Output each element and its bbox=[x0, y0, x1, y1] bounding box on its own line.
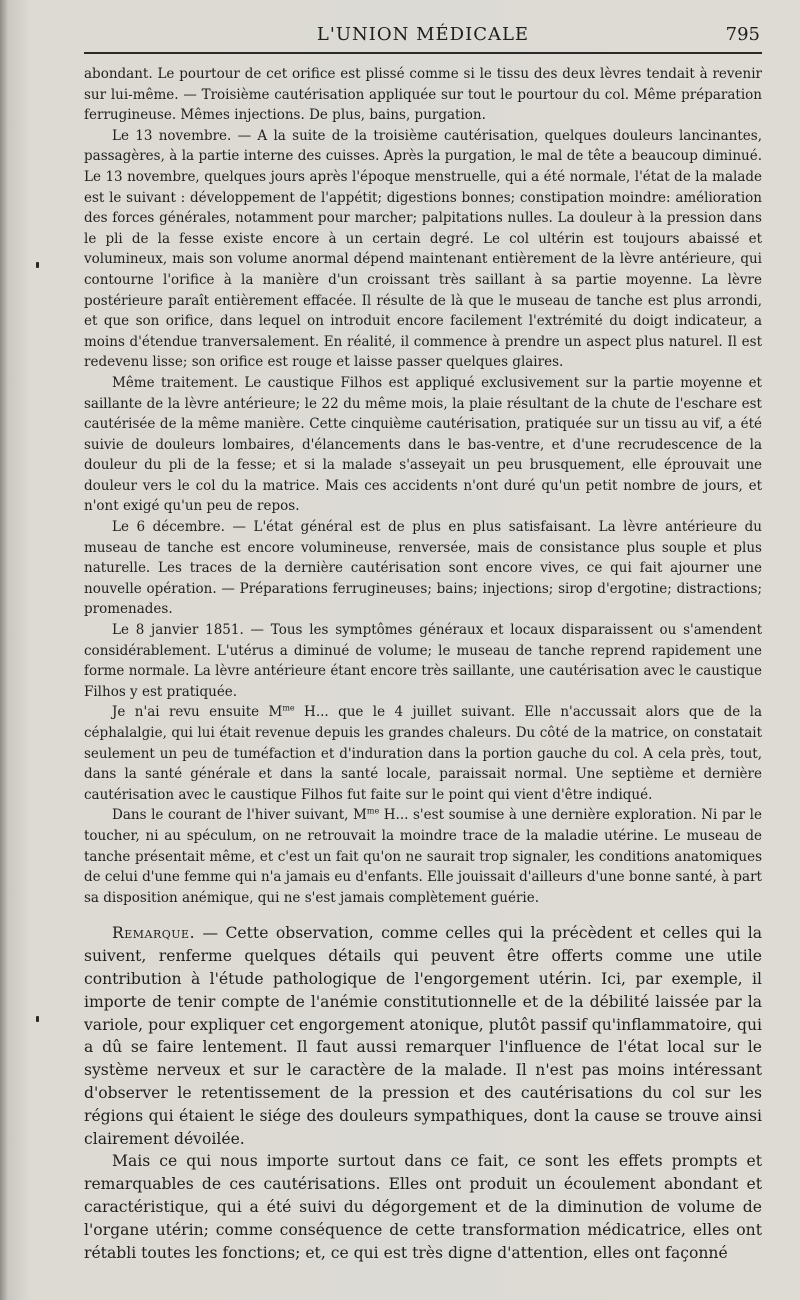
text-run: H... que le 4 juillet suivant. Elle n'accussait alors que de la céphalalgie, qui lui était revenue depuis les grandes chaleurs. Du côté de la matrice, on constatait seulement un peu de tuméfaction et d'induration dans la portion gauche du col. A cela près, tout, dans la santé générale et dans la santé locale, paraissait normal. Une septième et dernière cautérisation avec le caustique Filhos fut faite sur le point qui vient d'être indiqué. bbox=[84, 704, 763, 803]
paragraph bbox=[84, 702, 762, 805]
paragraph: Même traitement. Le caustique Filhos est appliqué exclusivement sur la partie moyenne et saillante de la lèvre antérieure; le 22 du même mois, la plaie résultant de la chute de l'eschare est cautérisée de la même manière. Cette cinquième cautérisation, pratiquée sur un tissu au vif, a été suivie de douleurs lombaires, d'élancements dans le bas-ventre, et d'une recrudescence de la douleur du pli de la fesse; et si la malade s'asseyait un peu brusquement, elle éprouvait une douleur vers le col du la matrice. Mais ces accidents n'ont duré qu'un petit nombre de jours, et n'ont exigé qu'un peu de repos. bbox=[84, 374, 762, 515]
text-run: H... s'est soumise à une dernière exploration. Ni par le toucher, ni au spéculum, on ne retrouvait la moindre trace de la maladie utérine. Le museau de tanche présentait même, et c'est un fait qu'on ne saurait trop signaler, les conditions anatomiques de celui d'une femme qui n'a jamais eu d'enfants. Elle jouissait d'ailleurs d'une bonne santé, à part sa disposition anémique, qui ne s'est jamais complètement guérie. bbox=[84, 807, 762, 906]
remark-section bbox=[84, 922, 762, 1264]
paragraph: abondant. Le pourtour de cet orifice est plissé comme si le tissu des deux lèvres tendait à revenir sur lui-même. — Troisième cautérisation appliquée sur tout le pourtour du col. Même préparation ferrugineuse. Mêmes injections. De plus, bains, purgation. bbox=[84, 66, 762, 124]
running-header bbox=[84, 22, 762, 54]
paragraph bbox=[84, 805, 762, 908]
paragraph: Le 6 décembre. — L'état général est de plus en plus satisfaisant. La lèvre antérieure du museau de tanche est encore volumineuse, renversée, mais de consistance plus souple et plus naturelle. Les traces de la dernière cautérisation sont encore vives, ce qui fait ajourner une nouvelle opération. — Préparations ferrugineuses; bains; injections; sirop d'ergotine; distractions; promenades. bbox=[84, 519, 762, 618]
superscript: me bbox=[366, 806, 380, 816]
paragraph: Le 8 janvier 1851. — Tous les symptômes généraux et locaux disparaissent ou s'amendent considérablement. L'utérus a diminué de volume; le museau de tanche reprend rapidement une forme normale. La lèvre antérieure étant encore très saillante, une cautérisation avec le caustique Filhos y est pratiquée. bbox=[84, 622, 762, 700]
journal-title: L'UNION MÉDICALE bbox=[316, 24, 530, 45]
remark-paragraph: Mais ce qui nous importe surtout dans ce fait, ce sont les effets prompts et remarquables de ces cautérisations. Elles ont produit un écoulement abondant et caractéristique, qui a été suivi du dégorgement et de la diminution de volume de l'organe utérin; comme conséquence de cette transformation médicatrice, elles ont rétabli toutes les fonctions; et, ce qui est très digne d'attention, elles ont façonné bbox=[84, 1152, 762, 1262]
text-run: Dans le courant de l'hiver suivant, M bbox=[112, 807, 367, 824]
text-run: Je n'ai revu ensuite M bbox=[112, 704, 283, 721]
paragraph: Le 13 novembre. — A la suite de la troisième cautérisation, quelques douleurs lancinantes, passagères, à la partie interne des cuisses. Après la purgation, le mal de tête a beaucoup diminué. Le 13 novembre, quelques jours après l'époque menstruelle, qui a été normale, l'état de la malade est le suivant : développement de l'appétit; digestions bonnes; constipation moindre: amélioration des forces générales, notamment pour marcher; palpitations nulles. La douleur à la pression dans le pli de la fesse existe encore à un certain degré. Le col ultérin est toujours abaissé et volumineux, mais son volume anormal dépend maintenant entièrement de la lèvre antérieure, qui contourne l'orifice à la manière d'un croissant très saillant à sa partie moyenne. La lèvre postérieure paraît entièrement effacée. Il résulte de là que le museau de tanche est plus arrondi, et que son orifice, dans lequel on introduit encore facilement l'extrémité du doigt indicateur, a moins d'étendue tranversalement. En réalité, il commence à prendre un aspect plus naturel. Il est redevenu lisse; son orifice est rouge et laisse passer quelques glaires. bbox=[84, 127, 762, 371]
observation-text bbox=[84, 64, 762, 908]
remark-label: Remarque. bbox=[112, 924, 196, 943]
remark-paragraph bbox=[84, 922, 762, 1150]
page-number: 795 bbox=[725, 24, 760, 45]
superscript: me bbox=[282, 703, 295, 713]
margin-mark bbox=[36, 1016, 39, 1022]
margin-mark bbox=[36, 262, 39, 268]
remark-text: — Cette observation, comme celles qui la précèdent et celles qui la suivent, renferme quelques détails qui peuvent être offerts comme une utile contribution à l'étude pathologique de l'engorgement utérin. Ici, par exemple, il importe de tenir compte de l'anémie constitutionnelle et de la débilité laissée par la variole, pour expliquer cet engorgement atonique, plutôt passif qu'inflammatoire, qui a dû se faire lentement. Il faut aussi remarquer l'influence de l'état local sur le système nerveux et sur le caractère de la malade. Il n'est pas moins intéressant d'observer le retentissement de la pression et des cautérisations du col sur les régions qui étaient le siége des douleurs sympathiques, dont la cause se trouve ainsi clairement dévoilée. bbox=[84, 924, 762, 1148]
